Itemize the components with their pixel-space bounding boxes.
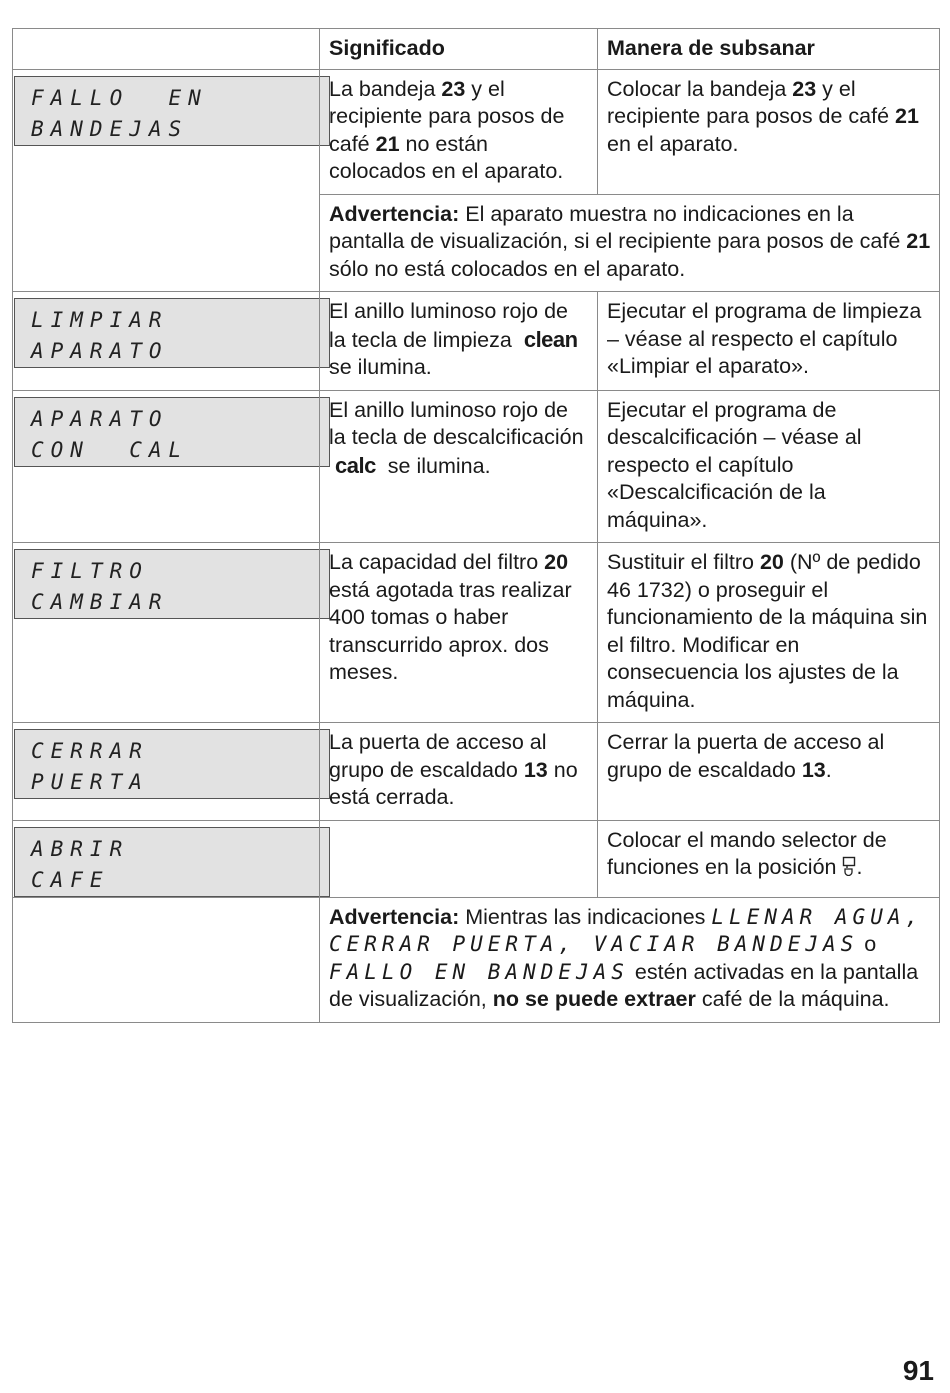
lcd-line-2: CAMBIAR <box>31 590 169 614</box>
table-row <box>13 69 940 194</box>
display-cell <box>13 390 320 543</box>
warning-note: Advertencia: El aparato muestra no indicaciones en la pantalla de visualización, si el recipiente para posos de café 21 sólo no está colocados en el aparato. <box>320 194 940 292</box>
remedy-cell: Sustituir el filtro 20 (Nº de pedido 46 1732) o proseguir el funcionamiento de la máquina sin el filtro. Modificar en consecuencia los ajustes de la máquina. <box>598 543 940 723</box>
lcd-display <box>14 298 330 368</box>
meaning-cell: El anillo luminoso rojo de la tecla de descalcificación calc se ilumina. <box>320 390 598 543</box>
remedy-cell: Ejecutar el programa de descalcificación – véase al respecto el capítulo «Descalcificación de la máquina». <box>598 390 940 543</box>
table-row <box>13 292 940 391</box>
header-manera-de-subsanar: Manera de subsanar <box>598 29 940 70</box>
lcd-line-2: PUERTA <box>31 770 149 794</box>
empty-cell <box>13 897 320 1022</box>
lcd-line-1: FILTRO <box>31 559 149 583</box>
table-row <box>13 897 940 1022</box>
page-number: 91 <box>902 1355 934 1386</box>
lcd-display <box>14 729 330 799</box>
lcd-display <box>14 549 330 619</box>
cup-position-icon <box>842 856 856 884</box>
meaning-cell: El anillo luminoso rojo de la tecla de limpieza clean se ilumina. <box>320 292 598 391</box>
display-cell <box>13 820 320 897</box>
table-row <box>13 820 940 897</box>
lcd-line-2: CON CAL <box>31 437 189 462</box>
final-warning-note: Advertencia: Mientras las indicaciones LLENAR AGUA, CERRAR PUERTA, VACIAR BANDEJAS o FALLO EN BANDEJAS estén activadas en la pantalla de visualización, no se puede extraer café de la máquina. <box>320 897 940 1022</box>
lcd-line-2: APARATO <box>31 339 169 363</box>
lcd-line-2: CAFE <box>31 867 110 892</box>
remedy-text: Colocar el mando selector de funciones en la posición <box>607 827 887 879</box>
display-cell <box>13 723 320 821</box>
display-cell <box>13 292 320 391</box>
remedy-cell: Colocar el mando selector de funciones en la posición . <box>598 820 940 897</box>
lcd-line-1: ABRIR <box>31 836 130 861</box>
troubleshooting-table <box>12 28 940 1023</box>
lcd-line-1: FALLO EN <box>31 85 208 110</box>
lcd-line-1: APARATO <box>31 406 169 431</box>
meaning-cell: La bandeja 23 y el recipiente para posos de café 21 no están colocados en el aparato. <box>320 69 598 194</box>
lcd-line-1: LIMPIAR <box>31 308 169 332</box>
remedy-cell: Colocar la bandeja 23 y el recipiente para posos de café 21 en el aparato. <box>598 69 940 194</box>
header-significado: Significado <box>320 29 598 70</box>
lcd-display <box>14 827 330 897</box>
remedy-cell: Cerrar la puerta de acceso al grupo de escaldado 13. <box>598 723 940 821</box>
meaning-cell: La capacidad del filtro 20 está agotada tras realizar 400 tomas o haber transcurrido aprox. dos meses. <box>320 543 598 723</box>
lcd-line-1: CERRAR <box>31 739 149 763</box>
display-cell <box>13 69 320 292</box>
lcd-display <box>14 76 330 146</box>
lcd-line-2: BANDEJAS <box>31 116 189 141</box>
lcd-display <box>14 397 330 467</box>
table-row <box>13 390 940 543</box>
display-cell <box>13 543 320 723</box>
table-row <box>13 543 940 723</box>
table-header-row <box>13 29 940 70</box>
meaning-cell: La puerta de acceso al grupo de escaldado 13 no está cerrada. <box>320 723 598 821</box>
remedy-cell: Ejecutar el programa de limpieza – véase al respecto el capítulo «Limpiar el aparato». <box>598 292 940 391</box>
table-row <box>13 723 940 821</box>
header-empty-cell <box>13 29 320 70</box>
meaning-cell <box>320 820 598 897</box>
